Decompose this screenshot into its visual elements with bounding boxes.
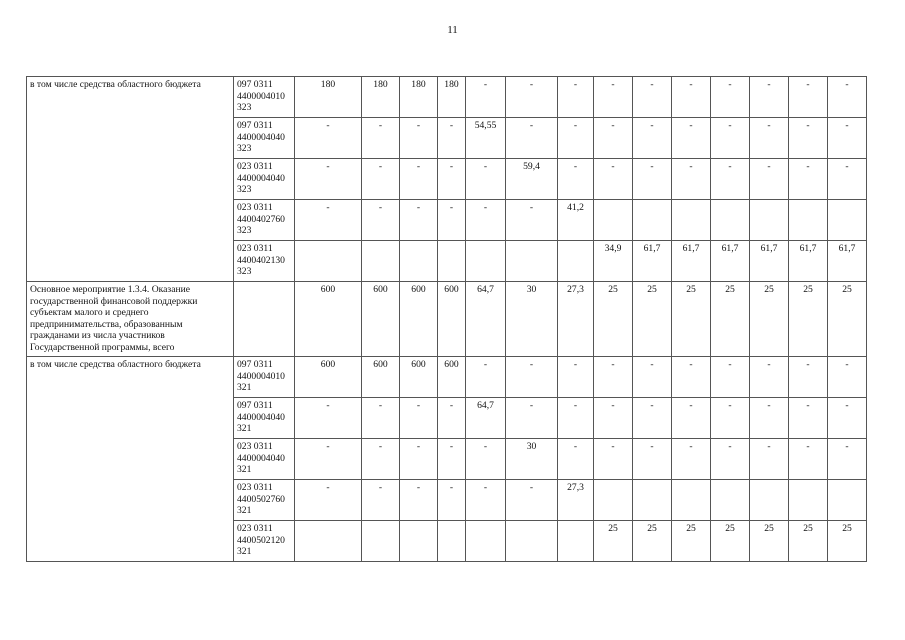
value-cell: - bbox=[438, 118, 466, 159]
value-cell: 61,7 bbox=[633, 241, 672, 282]
value-cell bbox=[672, 200, 711, 241]
value-cell: 54,55 bbox=[466, 118, 506, 159]
budget-code-line: 4400502760 bbox=[237, 493, 285, 505]
value-cell: - bbox=[295, 480, 362, 521]
budget-code-line: 321 bbox=[237, 546, 252, 557]
value-cell: - bbox=[672, 398, 711, 439]
value-cell: - bbox=[362, 118, 400, 159]
value-cell: 25 bbox=[789, 282, 828, 357]
page-number: 11 bbox=[447, 24, 458, 36]
value-cell bbox=[506, 241, 558, 282]
value-cell bbox=[789, 480, 828, 521]
value-cell: - bbox=[828, 77, 867, 118]
value-cell: 30 bbox=[506, 439, 558, 480]
value-cell: - bbox=[466, 439, 506, 480]
value-cell: - bbox=[594, 118, 633, 159]
value-cell: 41,2 bbox=[558, 200, 594, 241]
value-cell: - bbox=[362, 439, 400, 480]
budget-code-line: 4400004010 bbox=[237, 370, 285, 382]
value-cell: - bbox=[558, 357, 594, 398]
value-cell bbox=[828, 200, 867, 241]
value-cell: 25 bbox=[633, 282, 672, 357]
value-cell: 61,7 bbox=[789, 241, 828, 282]
value-cell: - bbox=[789, 357, 828, 398]
value-cell: 600 bbox=[295, 282, 362, 357]
budget-code-line: 323 bbox=[237, 143, 252, 154]
budget-code-line: 321 bbox=[237, 382, 252, 393]
value-cell: - bbox=[633, 357, 672, 398]
value-cell: - bbox=[438, 200, 466, 241]
value-cell bbox=[362, 241, 400, 282]
table-row bbox=[27, 357, 867, 398]
value-cell: - bbox=[789, 77, 828, 118]
value-cell: - bbox=[438, 480, 466, 521]
value-cell: 61,7 bbox=[711, 241, 750, 282]
budget-code-line: 4400402130 bbox=[237, 254, 285, 266]
budget-code-line: 023 0311 bbox=[237, 523, 273, 534]
value-cell: - bbox=[828, 118, 867, 159]
budget-code-line: 323 bbox=[237, 102, 252, 113]
budget-code bbox=[234, 282, 295, 357]
value-cell: - bbox=[750, 159, 789, 200]
value-cell: 61,7 bbox=[828, 241, 867, 282]
value-cell: 180 bbox=[362, 77, 400, 118]
value-cell: 64,7 bbox=[466, 282, 506, 357]
budget-code-line: 4400402760 bbox=[237, 213, 285, 225]
value-cell: 30 bbox=[506, 282, 558, 357]
value-cell: - bbox=[633, 118, 672, 159]
value-cell: - bbox=[558, 159, 594, 200]
value-cell bbox=[466, 521, 506, 562]
value-cell: 180 bbox=[400, 77, 438, 118]
budget-code bbox=[234, 118, 295, 159]
value-cell: - bbox=[750, 398, 789, 439]
value-cell: - bbox=[295, 439, 362, 480]
value-cell: - bbox=[295, 159, 362, 200]
value-cell bbox=[438, 521, 466, 562]
value-cell: - bbox=[400, 398, 438, 439]
value-cell bbox=[789, 200, 828, 241]
value-cell: - bbox=[789, 118, 828, 159]
value-cell bbox=[362, 521, 400, 562]
value-cell: - bbox=[711, 77, 750, 118]
value-cell: - bbox=[558, 77, 594, 118]
budget-code-line: 4400004010 bbox=[237, 90, 285, 102]
value-cell bbox=[400, 521, 438, 562]
value-cell: - bbox=[506, 118, 558, 159]
value-cell bbox=[438, 241, 466, 282]
value-cell: 25 bbox=[594, 521, 633, 562]
value-cell: - bbox=[750, 357, 789, 398]
value-cell: - bbox=[438, 439, 466, 480]
value-cell: - bbox=[828, 398, 867, 439]
value-cell: 61,7 bbox=[750, 241, 789, 282]
value-cell: - bbox=[633, 398, 672, 439]
value-cell: - bbox=[400, 439, 438, 480]
value-cell: 25 bbox=[711, 521, 750, 562]
value-cell bbox=[828, 480, 867, 521]
value-cell: - bbox=[672, 357, 711, 398]
budget-code-line: 323 bbox=[237, 266, 252, 277]
value-cell: 25 bbox=[789, 521, 828, 562]
value-cell: - bbox=[789, 398, 828, 439]
value-cell bbox=[466, 241, 506, 282]
budget-code-line: 097 0311 bbox=[237, 400, 273, 411]
value-cell bbox=[750, 480, 789, 521]
value-cell: - bbox=[633, 439, 672, 480]
value-cell: - bbox=[711, 439, 750, 480]
value-cell: - bbox=[438, 398, 466, 439]
value-cell: - bbox=[594, 398, 633, 439]
value-cell: - bbox=[466, 77, 506, 118]
value-cell: - bbox=[558, 439, 594, 480]
value-cell: - bbox=[594, 77, 633, 118]
budget-code-line: 023 0311 bbox=[237, 161, 273, 172]
value-cell: - bbox=[672, 439, 711, 480]
value-cell: - bbox=[711, 398, 750, 439]
table-row bbox=[27, 282, 867, 357]
budget-code-line: 097 0311 bbox=[237, 359, 273, 370]
value-cell: 180 bbox=[295, 77, 362, 118]
value-cell: 25 bbox=[750, 282, 789, 357]
value-cell: 34,9 bbox=[594, 241, 633, 282]
value-cell bbox=[711, 480, 750, 521]
budget-code bbox=[234, 159, 295, 200]
budget-code-line: 321 bbox=[237, 464, 252, 475]
value-cell: 180 bbox=[438, 77, 466, 118]
value-cell: - bbox=[750, 77, 789, 118]
value-cell: - bbox=[400, 480, 438, 521]
budget-code bbox=[234, 241, 295, 282]
value-cell: - bbox=[750, 118, 789, 159]
value-cell: - bbox=[672, 159, 711, 200]
value-cell: 25 bbox=[633, 521, 672, 562]
value-cell bbox=[594, 480, 633, 521]
value-cell: - bbox=[438, 159, 466, 200]
value-cell: 600 bbox=[362, 357, 400, 398]
value-cell: 25 bbox=[828, 521, 867, 562]
value-cell bbox=[506, 521, 558, 562]
value-cell bbox=[711, 200, 750, 241]
value-cell bbox=[672, 480, 711, 521]
row-description: в том числе средства областного бюджета bbox=[27, 77, 234, 282]
value-cell bbox=[295, 521, 362, 562]
value-cell: - bbox=[672, 77, 711, 118]
budget-table bbox=[26, 76, 867, 562]
value-cell: - bbox=[466, 159, 506, 200]
value-cell bbox=[295, 241, 362, 282]
value-cell: - bbox=[466, 200, 506, 241]
value-cell: - bbox=[506, 200, 558, 241]
value-cell: - bbox=[295, 200, 362, 241]
value-cell: - bbox=[633, 159, 672, 200]
value-cell: - bbox=[466, 357, 506, 398]
value-cell: - bbox=[295, 398, 362, 439]
value-cell: 27,3 bbox=[558, 282, 594, 357]
value-cell: - bbox=[506, 480, 558, 521]
table-row bbox=[27, 77, 867, 118]
value-cell: 600 bbox=[362, 282, 400, 357]
budget-code-line: 4400004040 bbox=[237, 452, 285, 464]
value-cell bbox=[594, 200, 633, 241]
budget-code bbox=[234, 200, 295, 241]
budget-code-line: 323 bbox=[237, 225, 252, 236]
value-cell: - bbox=[711, 159, 750, 200]
budget-code-line: 321 bbox=[237, 505, 252, 516]
value-cell: 600 bbox=[400, 282, 438, 357]
value-cell: - bbox=[362, 200, 400, 241]
budget-code-line: 097 0311 bbox=[237, 79, 273, 90]
value-cell: 600 bbox=[438, 357, 466, 398]
budget-code bbox=[234, 439, 295, 480]
value-cell: 600 bbox=[438, 282, 466, 357]
budget-code bbox=[234, 521, 295, 562]
value-cell: 64,7 bbox=[466, 398, 506, 439]
budget-code bbox=[234, 398, 295, 439]
value-cell: - bbox=[750, 439, 789, 480]
budget-code-line: 321 bbox=[237, 423, 252, 434]
value-cell: - bbox=[400, 118, 438, 159]
value-cell: - bbox=[506, 357, 558, 398]
value-cell: - bbox=[672, 118, 711, 159]
value-cell: - bbox=[466, 480, 506, 521]
value-cell: - bbox=[295, 118, 362, 159]
value-cell: - bbox=[711, 118, 750, 159]
value-cell: 600 bbox=[295, 357, 362, 398]
value-cell bbox=[558, 241, 594, 282]
value-cell: - bbox=[711, 357, 750, 398]
value-cell: 27,3 bbox=[558, 480, 594, 521]
budget-code-line: 097 0311 bbox=[237, 120, 273, 131]
value-cell bbox=[633, 200, 672, 241]
value-cell: - bbox=[789, 439, 828, 480]
value-cell: - bbox=[828, 357, 867, 398]
value-cell bbox=[400, 241, 438, 282]
value-cell: - bbox=[558, 398, 594, 439]
value-cell: - bbox=[789, 159, 828, 200]
budget-code-line: 023 0311 bbox=[237, 202, 273, 213]
budget-code-line: 4400004040 bbox=[237, 172, 285, 184]
value-cell: - bbox=[362, 159, 400, 200]
value-cell: - bbox=[362, 398, 400, 439]
value-cell: - bbox=[506, 77, 558, 118]
value-cell: - bbox=[400, 159, 438, 200]
budget-code-line: 323 bbox=[237, 184, 252, 195]
budget-code-line: 4400004040 bbox=[237, 131, 285, 143]
budget-code bbox=[234, 357, 295, 398]
budget-code-line: 023 0311 bbox=[237, 243, 273, 254]
value-cell: 600 bbox=[400, 357, 438, 398]
value-cell: - bbox=[828, 439, 867, 480]
value-cell: - bbox=[594, 439, 633, 480]
budget-code-line: 4400502120 bbox=[237, 534, 285, 546]
budget-code-line: 023 0311 bbox=[237, 482, 273, 493]
value-cell: 61,7 bbox=[672, 241, 711, 282]
row-description: Основное мероприятие 1.3.4. Оказание государственной финансовой поддержки субъектам малого и среднего предпринимательства, образованным гражданами из числа участников Государственной программы, всего bbox=[27, 282, 234, 357]
value-cell: 25 bbox=[594, 282, 633, 357]
budget-code bbox=[234, 77, 295, 118]
value-cell: - bbox=[594, 357, 633, 398]
budget-code-line: 023 0311 bbox=[237, 441, 273, 452]
value-cell: - bbox=[400, 200, 438, 241]
budget-code bbox=[234, 480, 295, 521]
value-cell: - bbox=[362, 480, 400, 521]
value-cell: - bbox=[828, 159, 867, 200]
value-cell: 25 bbox=[711, 282, 750, 357]
value-cell: 59,4 bbox=[506, 159, 558, 200]
value-cell bbox=[633, 480, 672, 521]
value-cell: - bbox=[506, 398, 558, 439]
budget-code-line: 4400004040 bbox=[237, 411, 285, 423]
value-cell: - bbox=[633, 77, 672, 118]
value-cell: - bbox=[558, 118, 594, 159]
value-cell: 25 bbox=[672, 521, 711, 562]
value-cell bbox=[750, 200, 789, 241]
value-cell bbox=[558, 521, 594, 562]
value-cell: - bbox=[594, 159, 633, 200]
value-cell: 25 bbox=[828, 282, 867, 357]
value-cell: 25 bbox=[750, 521, 789, 562]
row-description: в том числе средства областного бюджета bbox=[27, 357, 234, 562]
value-cell: 25 bbox=[672, 282, 711, 357]
